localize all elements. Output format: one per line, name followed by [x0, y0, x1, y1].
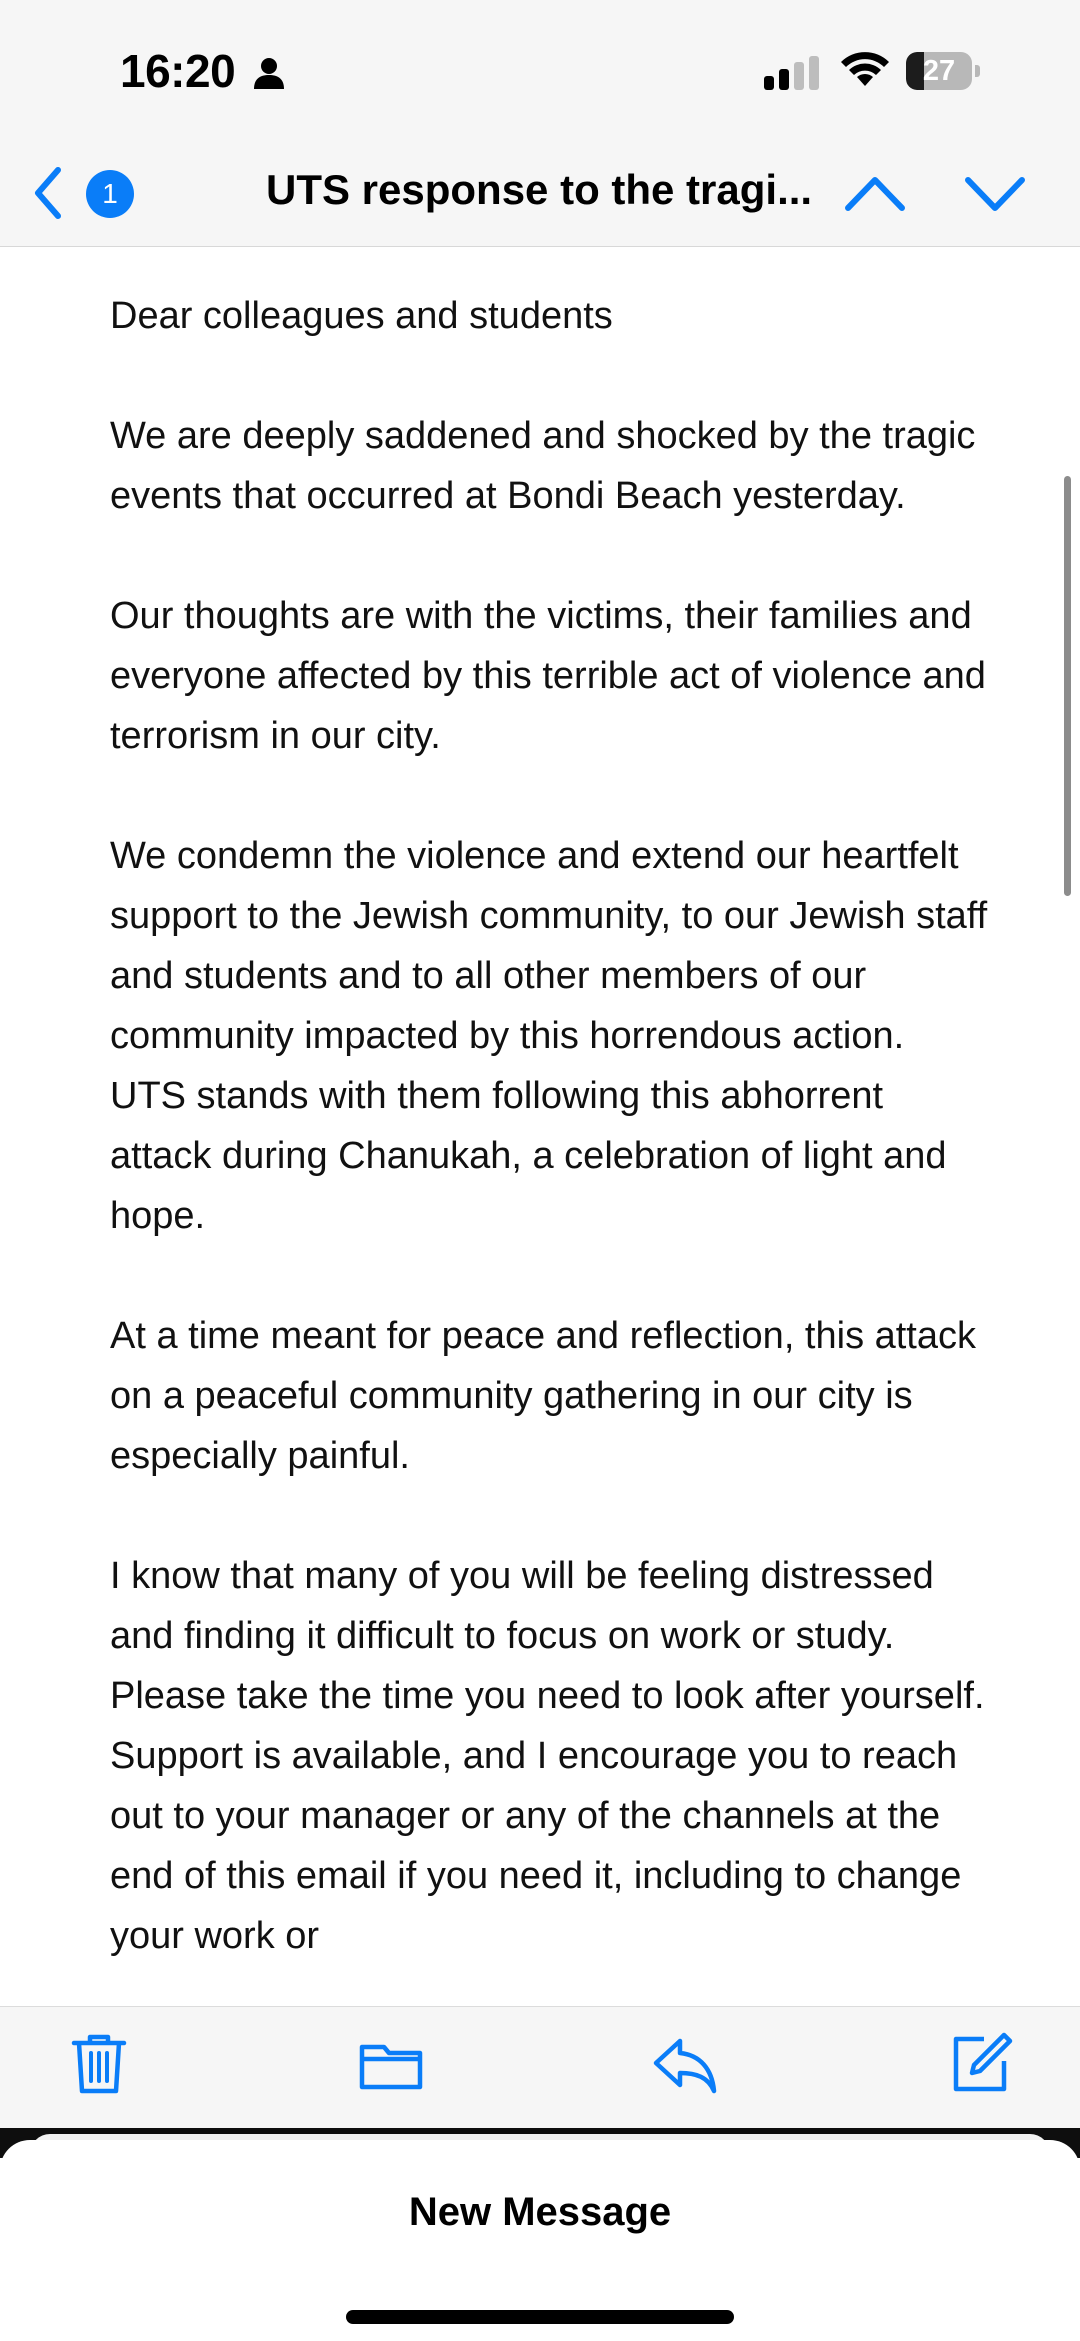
status-time: 16:20 [120, 45, 236, 97]
chevron-left-icon[interactable] [30, 166, 64, 220]
battery-icon [906, 52, 980, 90]
email-paragraph: At a time meant for peace and reflection, this attack on a peaceful community gathering in our city is especially painful. [110, 1315, 977, 1477]
email-paragraph: We condemn the violence and extend our heartfelt support to the Jewish community, to our Jewish staff and students and to all other members of our community impacted by this horrendous action. UTS stands with them following this abhorrent attack during Chanukah, a celebration of light and hope. [110, 835, 988, 1237]
chevron-down-icon[interactable] [960, 164, 1030, 224]
person-icon [252, 56, 286, 90]
email-paragraph: Our thoughts are with the victims, their families and everyone affected by this terrible act of violence and terrorism in our city. [110, 595, 986, 757]
signal-icon [764, 56, 820, 90]
move-to-folder-button[interactable] [356, 2029, 426, 2099]
chevron-up-icon[interactable] [840, 164, 910, 224]
unread-count-badge: 1 [86, 170, 134, 218]
new-message-title[interactable]: New Message [408, 2190, 672, 2234]
folder-icon[interactable] [356, 2029, 426, 2099]
home-indicator [346, 2310, 734, 2324]
status-bar [0, 0, 1080, 140]
battery-body [906, 52, 972, 90]
wifi-icon [840, 50, 890, 90]
email-subject-title: UTS response to the tragi... [266, 166, 813, 213]
scrollbar[interactable] [1064, 476, 1071, 896]
email-paragraph: I know that many of you will be feeling distressed and finding it difficult to focus on work or study. Please take the time you need to look after yourself. Support is available, and I encourage you to reach out to your manager or any of the channels at the end of this email if you need it, including to change your work or [110, 1555, 985, 1957]
battery-cap [975, 65, 980, 77]
trash-icon[interactable] [64, 2029, 134, 2099]
back-button[interactable] [24, 160, 144, 226]
email-greeting: Dear colleagues and students [110, 295, 613, 337]
reply-icon[interactable] [650, 2029, 720, 2099]
email-body[interactable] [110, 246, 990, 2006]
battery-level: 27 [922, 55, 956, 87]
compose-icon[interactable] [946, 2029, 1016, 2099]
email-paragraph: We are deeply saddened and shocked by the tragic events that occurred at Bondi Beach yesterday. [110, 415, 976, 517]
new-message-drawer[interactable] [0, 2140, 1080, 2341]
nav-bar [0, 140, 1080, 247]
compose-button[interactable] [946, 2029, 1016, 2099]
trash-button[interactable] [64, 2029, 134, 2099]
reply-button[interactable] [650, 2029, 720, 2099]
bottom-toolbar [0, 2006, 1080, 2129]
